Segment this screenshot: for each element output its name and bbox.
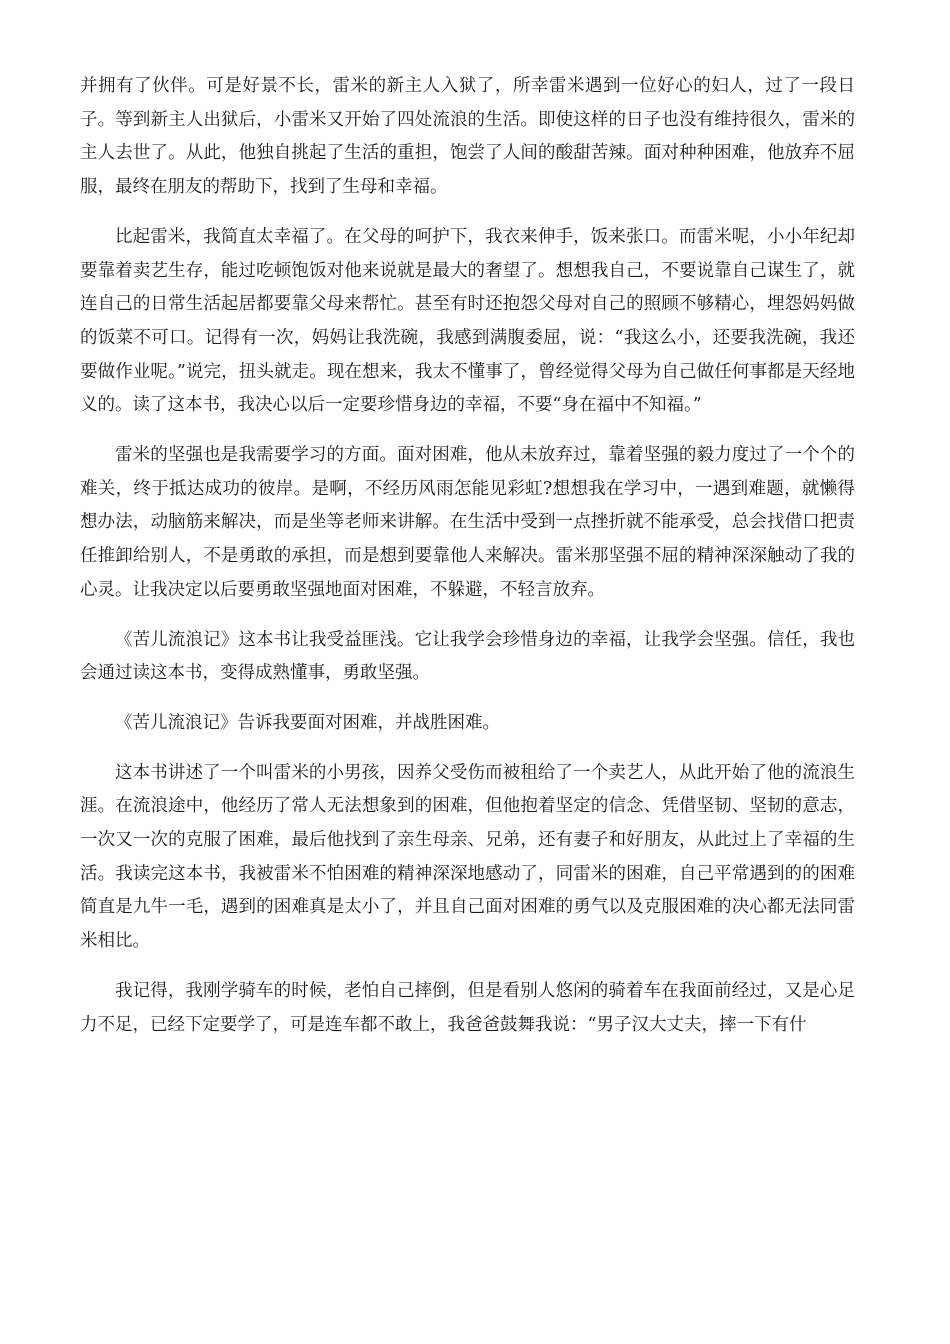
paragraph-5: 《苦儿流浪记》告诉我要面对困难，并战胜困难。: [115, 712, 500, 733]
paragraph-3: 雷米的坚强也是我需要学习的方面。面对困难，他从未放弃过，靠着坚强的毅力度过了一个个的难关，终于抵达成功的彼岸。是啊，不经历风雨怎能见彩虹?想想我在学习中，一遇到难题，就懒得想办法，动脑筋来解决，而是坐等老师来讲解。在生活中受到一点挫折就不能承受，总会找借口把责任推卸给别人，不是勇敢的承担，而是想到要靠他人来解决。雷米那坚强不屈的精神深深触动了我的心灵。让我决定以后要勇敢坚强地面对困难，不躲避，不轻言放弃。: [80, 445, 855, 600]
paragraph-4: 《苦儿流浪记》这本书让我受益匪浅。它让我学会珍惜身边的幸福，让我学会坚强。信任，我也会通过读这本书，变得成熟懂事，勇敢坚强。: [80, 629, 855, 684]
paragraph-1: 并拥有了伙伴。可是好景不长，雷米的新主人入狱了，所幸雷米遇到一位好心的妇人，过了一段日子。等到新主人出狱后，小雷米又开始了四处流浪的生活。即使这样的日子也没有维持很久，雷米的主人去世了。从此，他独自挑起了生活的重担，饱尝了人间的酸甜苦辣。面对种种困难，他放弃不屈服，最终在朋友的帮助下，找到了生母和幸福。: [80, 76, 855, 198]
paragraph-2: 比起雷米，我简直太幸福了。在父母的呵护下，我衣来伸手，饭来张口。而雷米呢，小小年纪却要靠着卖艺生存，能过吃顿饱饭对他来说就是最大的奢望了。想想我自己，不要说靠自己谋生了，就连自己的日常生活起居都要靠父母来帮忙。甚至有时还抱怨父母对自己的照顾不够精心，埋怨妈妈做的饭菜不可口。记得有一次，妈妈让我洗碗，我感到满腹委屈，说：“我这么小，还要我洗碗，我还要做作业呢。”说完，扭头就走。现在想来，我太不懂事了，曾经觉得父母为自己做任何事都是天经地义的。读了这本书，我决心以后一定要珍惜身边的幸福，不要“身在福中不知福。”: [80, 226, 855, 416]
paragraph-6: 这本书讲述了一个叫雷米的小男孩，因养父受伤而被租给了一个卖艺人，从此开始了他的流浪生涯。在流浪途中，他经历了常人无法想象到的困难，但他抱着坚定的信念、凭借坚韧、坚韧的意志，一次又一次的克服了困难，最后他找到了亲生母亲、兄弟，还有妻子和好朋友，从此过上了幸福的生活。我读完这本书，我被雷米不怕困难的精神深深地感动了，同雷米的困难，自己平常遇到的的困难简直是九牛一毛，遇到的困难真是太小了，并且自己面对困难的勇气以及克服困难的决心都无法同雷米相比。: [80, 762, 855, 952]
paragraph-7: 我记得，我刚学骑车的时候，老怕自己摔倒，但是看别人悠闲的骑着车在我面前经过，又是心足力不足，已经下定要学了，可是连车都不敢上，我爸爸鼓舞我说：“男子汉大丈夫，摔一下有什: [80, 980, 855, 1035]
